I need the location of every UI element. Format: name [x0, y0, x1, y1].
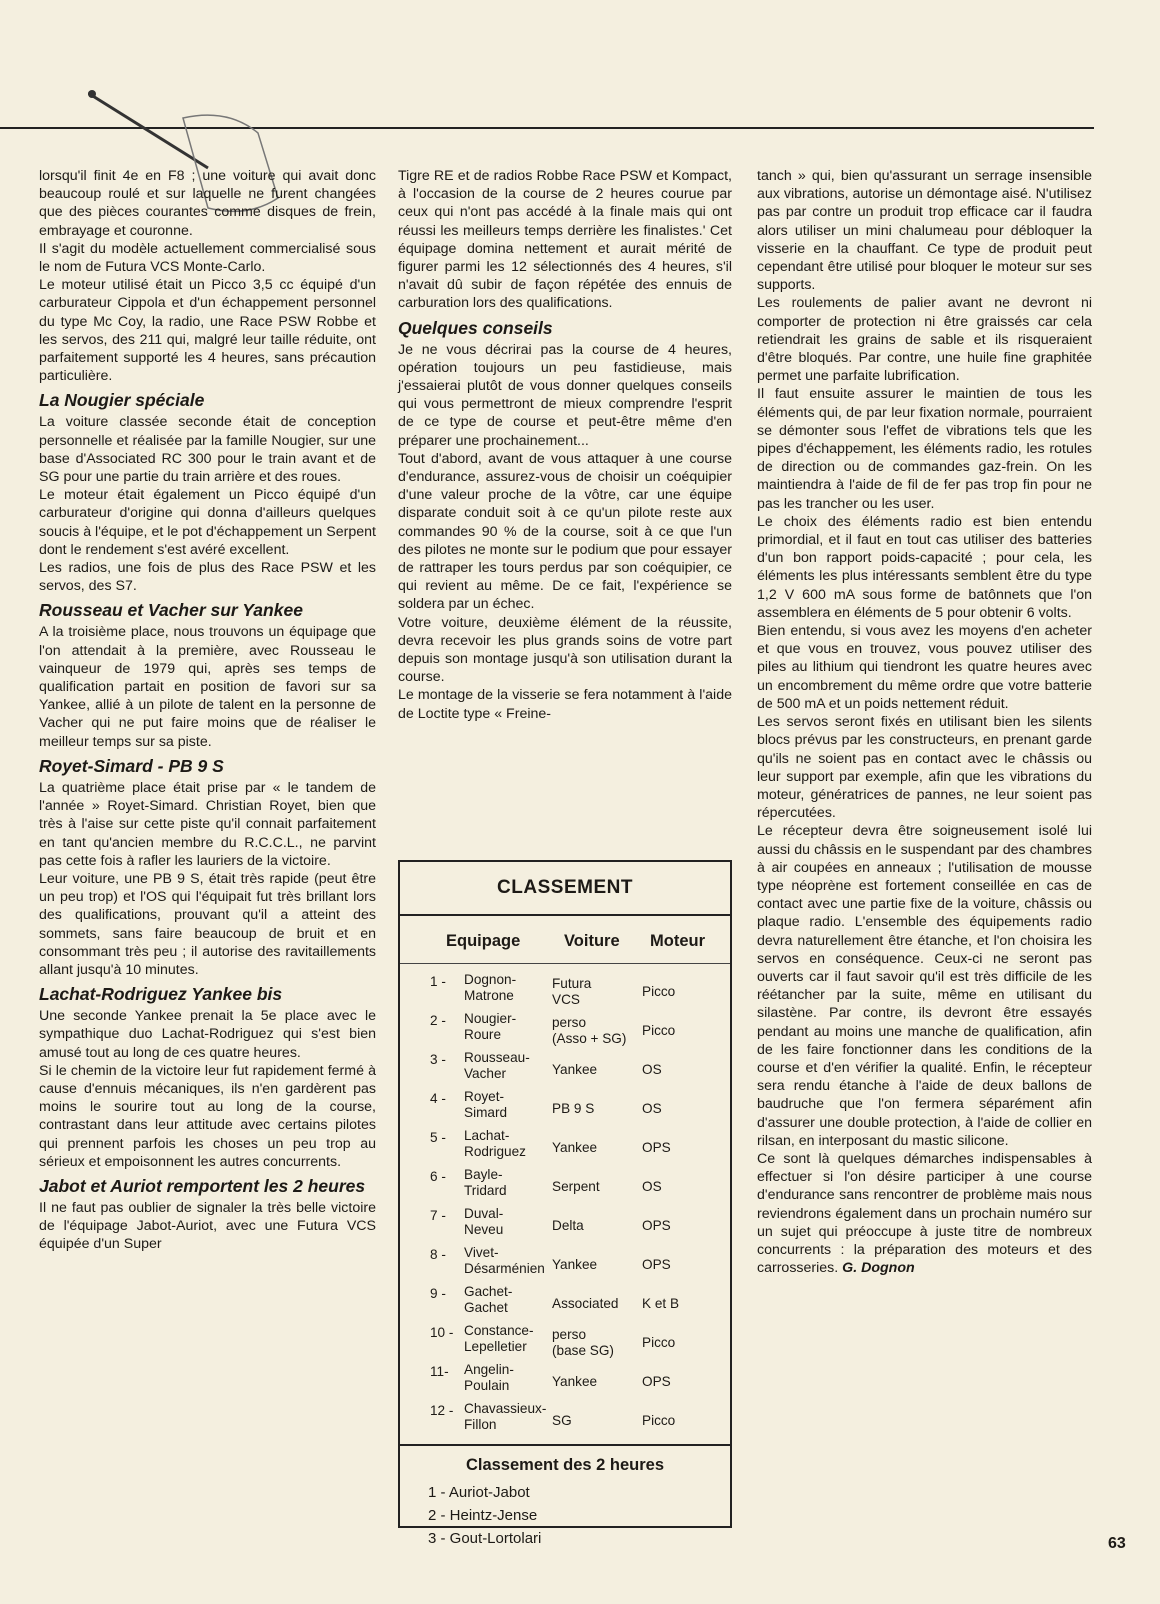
- classement-row: [400, 1401, 730, 1440]
- paragraph: Le moteur utilisé était un Picco 3,5 cc équipé d'un carburateur Cippola et d'un échappement personnel du type Mc Coy, la radio, une Race PSW Robbe et les servos, des 211 qui, malgré leur taille réduite, ont parfaitement supporté les 4 heures, sans précaution particulière.: [39, 277, 376, 385]
- sub-classement-row: 3 - Gout-Lortolari: [428, 1530, 542, 1547]
- classement-engine: OS: [642, 1100, 662, 1116]
- classement-team: Gachet- Gachet: [464, 1284, 513, 1315]
- classement-car: Delta: [552, 1217, 584, 1233]
- paragraph: Une seconde Yankee prenait la 5e place avec le sympathique duo Lachat-Rodriguez qui s'est bien amusé tout au long de ces quatre heures.: [39, 1008, 376, 1061]
- classement-row: [400, 1284, 730, 1323]
- classement-rank: 5 -: [430, 1130, 446, 1145]
- classement-team: Lachat- Rodriguez: [464, 1128, 526, 1159]
- author-signature: G. Dognon: [842, 1260, 915, 1277]
- classement-rank: 2 -: [430, 1013, 446, 1028]
- classement-row: [400, 1089, 730, 1128]
- paragraph: Si le chemin de la victoire leur fut rapidement fermé à cause d'ennuis mécaniques, ils n'en gardèrent pas moins le sourire tout au long de la course, contrastant dans leur attitude avec certains pilotes qui prennent parfois les choses un peu trop au sérieux et empoisonnent les autres concurrents.: [39, 1062, 376, 1170]
- paragraph: Votre voiture, deuxième élément de la réussite, devra recevoir les plus grands soins de votre part depuis son montage jusqu'à son utilisation durant la course.: [398, 614, 732, 686]
- section-heading: Quelques conseils: [398, 317, 553, 338]
- classement-car: Yankee: [552, 1256, 598, 1272]
- classement-rank: 9 -: [430, 1286, 446, 1301]
- paragraph: Le récepteur devra être soigneusement isolé lui aussi du châssis en le suspendant par des chambres à air coupées en anneaux ; l'utilisation de mousse type néoprène est fortement conseillée en cas de contact avec une partie fixe de la voiture, châssis ou plaque radio. L'ensemble des équipements radio devra naturellement être étanche, et l'on choisira les servos en conséquence. Ceux-ci ne seront pas ouverts car il faut savoir qu'il est très difficile de les réétancher par la suite, même en utilisant du silastène. Par contre, ils devront être essayés pendant au moins une manche de qualification, afin de les faire fonctionner dans les conditions de la course et d'en vérifier la qualité. Enfin, le récepteur sera rendu étanche à l'aide de deux ballons de baudruche que l'on fermera séparément afin d'assurer une double protection, à l'aide de collier en rilsan, en interposant du mastic silicone.: [757, 823, 1092, 1149]
- classement-team: Nougier- Roure: [464, 1011, 517, 1042]
- paragraph: Les roulements de palier avant ne devront ni comporter de protection ni être graissés car cela retiendrait les grains de sable et ils risqueraient d'être bloqués. Par contre, une huile fine graphitée permet une parfaite lubrification.: [757, 295, 1092, 385]
- sub-classement-list: [400, 1481, 730, 1550]
- classement-car: perso (Asso + SG): [552, 1014, 627, 1046]
- classement-title: CLASSEMENT: [400, 862, 730, 916]
- sub-classement-title: Classement des 2 heures: [400, 1444, 730, 1481]
- paragraph: La voiture classée seconde était de conception personnelle et réalisée par la famille Nougier, sur une base d'Associated RC 300 pour le train avant et de SG pour une partie du train arrière et des roues.: [39, 414, 376, 486]
- classement-car: Serpent: [552, 1178, 600, 1194]
- classement-rank: 7 -: [430, 1208, 446, 1223]
- sub-classement-row: 1 - Auriot-Jabot: [428, 1484, 530, 1501]
- section-heading: La Nougier spéciale: [39, 390, 205, 411]
- classement-engine: OPS: [642, 1373, 671, 1389]
- classement-team: Vivet- Désarménien: [464, 1245, 545, 1276]
- classement-team: Bayle- Tridard: [464, 1167, 507, 1198]
- classement-rank: 12 -: [430, 1403, 454, 1418]
- classement-engine: OPS: [642, 1256, 671, 1272]
- classement-row: [400, 1128, 730, 1167]
- classement-row: [400, 1245, 730, 1284]
- classement-team: Rousseau- Vacher: [464, 1050, 530, 1081]
- classement-row: [400, 1050, 730, 1089]
- classement-engine: OS: [642, 1178, 662, 1194]
- column-3: [757, 167, 1092, 1277]
- classement-row: [400, 972, 730, 1011]
- classement-car: Yankee: [552, 1061, 598, 1077]
- column-2: [398, 167, 732, 723]
- classement-rank: 8 -: [430, 1247, 446, 1262]
- classement-row: [400, 1167, 730, 1206]
- paragraph: [757, 1150, 1092, 1277]
- classement-car: SG: [552, 1412, 572, 1428]
- classement-engine: Picco: [642, 1412, 676, 1428]
- classement-engine: OS: [642, 1061, 662, 1077]
- paragraph: Les radios, une fois de plus des Race PSW et les servos, des S7.: [39, 560, 376, 595]
- classement-team: Constance- Lepelletier: [464, 1323, 534, 1354]
- classement-rank: 1 -: [430, 974, 446, 989]
- section-heading: Jabot et Auriot remportent les 2 heures: [39, 1175, 366, 1196]
- classement-team: Dognon- Matrone: [464, 972, 517, 1003]
- classement-rank: 10 -: [430, 1325, 454, 1340]
- classement-rank: 6 -: [430, 1169, 446, 1184]
- paragraph: Il faut ensuite assurer le maintien de tous les éléments qui, de par leur fixation normale, pourraient se démonter sous l'effet de vibrations tels que les pipes d'échappement, les éléments radio, les rotules de direction ou de commandes gaz-frein. On les maintiendra à l'aide de fil de fer pas trop fin pour ne pas les trancher ou les user.: [757, 386, 1092, 512]
- header-voiture: Voiture: [564, 932, 620, 950]
- classement-car: Futura VCS: [552, 975, 592, 1007]
- classement-box: [398, 860, 732, 1547]
- classement-rows: [400, 964, 730, 1440]
- classement-row: [400, 1206, 730, 1245]
- header-equipage: Equipage: [446, 932, 521, 950]
- classement-engine: Picco: [642, 1334, 676, 1350]
- classement-rank: 4 -: [430, 1091, 446, 1106]
- classement-car: PB 9 S: [552, 1100, 595, 1116]
- classement-engine: K et B: [642, 1295, 680, 1311]
- column-1: [39, 167, 376, 1254]
- classement-rank: 3 -: [430, 1052, 446, 1067]
- classement-car: Associated: [552, 1295, 619, 1311]
- classement-engine: Picco: [642, 983, 676, 999]
- classement-team: Royet- Simard: [464, 1089, 508, 1120]
- paragraph: Bien entendu, si vous avez les moyens d'en acheter et que vous en trouvez, vous pouvez utiliser des piles au lithium qui tiendront les quatre heures avec un encombrement du même ordre que votre batterie de 500 mA et un poids nettement réduit.: [757, 623, 1092, 712]
- classement-header: [400, 916, 730, 964]
- paragraph: Le choix des éléments radio est bien entendu primordial, et il faut en tout cas utiliser des batteries d'un bon rapport poids-capacité ; pour cela, les éléments les plus intéressants semblent être du type 1,2 V 600 mA sous forme de batônnets que l'on assemblera en éléments de 5 pour obtenir 6 volts.: [757, 513, 1092, 621]
- section-heading: Rousseau et Vacher sur Yankee: [39, 600, 303, 621]
- paragraph: Le montage de la visserie se fera notamment à l'aide de Loctite type « Freine-: [398, 687, 732, 722]
- sub-classement-row: 2 - Heintz-Jense: [428, 1507, 538, 1524]
- classement-car: Yankee: [552, 1139, 598, 1155]
- paragraph: Tigre RE et de radios Robbe Race PSW et Kompact, à l'occasion de la course de 2 heures courue par ceux qui n'ont pas accédé à la finale mais qui ont réussi les meilleurs temps derrière les finalistes.' Cet équipage domina nettement et aurait mérité de figurer parmi les 12 sélectionnés des 4 heures, s'il n'avait dû subir de façon répétée des ennuis de carburation lors des qualifications.: [398, 168, 732, 312]
- paragraph: tanch » qui, bien qu'assurant un serrage insensible aux vibrations, autorise un démontage aisé. N'utilisez pas par contre un produit trop efficace car il faudra alors utiliser un mini chalumeau pour débloquer la visserie en la chauffant. Ce type de produit peut cependant être utilisé pour bloquer le moteur sur ses supports.: [757, 168, 1092, 294]
- classement-engine: Picco: [642, 1022, 676, 1038]
- paragraph: Il ne faut pas oublier de signaler la très belle victoire de l'équipage Jabot-Auriot, avec une Futura VCS équipée d'un Super: [39, 1199, 376, 1253]
- classement-row: [400, 1362, 730, 1401]
- paragraph: Leur voiture, une PB 9 S, était très rapide (peut être un peu trop) et l'OS qui l'équipait fut très brillant lors des qualifications, prouvant qu'il a atteint des sommets, sans faire beaucoup de bruit et en consommant très peu ; il autorise des ravitaillements allant jusqu'à 10 minutes.: [39, 870, 376, 978]
- paragraph: Le moteur était également un Picco équipé d'un carburateur d'origine qui donna d'ailleurs quelques soucis à l'équipe, et le pot d'échappement un Serpent dont le rendement s'est avéré excellent.: [39, 487, 376, 558]
- header-moteur: Moteur: [650, 932, 705, 950]
- classement-engine: OPS: [642, 1139, 671, 1155]
- classement-row: [400, 1011, 730, 1050]
- page-number: 63: [1108, 1535, 1126, 1552]
- classement-team: Duval- Neveu: [464, 1206, 504, 1237]
- paragraph-text: Ce sont là quelques démarches indispensables à effectuer si l'on désire participer à une course d'endurance sans rencontrer de problème mais nous reviendrons également dans un prochain numéro sur un sujet qui préoccupe à juste titre de nombreux concurrents : la préparation des moteurs et des carrosseries.: [757, 1150, 1092, 1277]
- classement-rank: 11-: [430, 1364, 449, 1379]
- section-heading: Royet-Simard - PB 9 S: [39, 755, 224, 776]
- classement-team: Chavassieux- Fillon: [464, 1401, 547, 1432]
- paragraph: Je ne vous décrirai pas la course de 4 heures, opération toujours un peu fastidieuse, mais j'essaierai plutôt de vous donner quelques conseils qui vous permettront de mieux comprendre l'esprit de ce type de course et peut-être même d'en préparer une prochainement...: [398, 341, 732, 449]
- classement-team: Angelin- Poulain: [464, 1362, 514, 1393]
- classement-row: [400, 1323, 730, 1362]
- classement-car: Yankee: [552, 1373, 598, 1389]
- paragraph: lorsqu'il finit 4e en F8 ; une voiture qui avait donc beaucoup roulé et sur laquelle ne furent changées que des pièces courantes comme disques de frein, embrayage et couronne.: [39, 168, 376, 239]
- paragraph: Tout d'abord, avant de vous attaquer à une course d'endurance, assurez-vous de choisir un coéquipier d'une valeur proche de la vôtre, car une équipe disparate conduit soit à ce qu'un pilote reste aux commandes 90 % de la course, soit à ce que l'un des pilotes ne monte sur le podium que pour essayer de rattraper les tours perdus par son coéquipier, ce qui revient au même. De ce fait, l'expérience se soldera par un échec.: [398, 450, 732, 613]
- paragraph: Il s'agit du modèle actuellement commercialisé sous le nom de Futura VCS Monte-Carlo.: [39, 240, 376, 276]
- section-heading: Lachat-Rodriguez Yankee bis: [39, 984, 283, 1005]
- paragraph: Les servos seront fixés en utilisant bien les silents blocs prévus par les constructeurs, en prenant garde qu'ils ne soient pas en contact avec le châssis ou leur support par exemple, afin que les vibrations du moteur, génératrices de pannes, ne leur soient pas répercutées.: [757, 714, 1092, 822]
- paragraph: A la troisième place, nous trouvons un équipage que l'on attendait à la première, avec Rousseau le vainqueur de 1979 qui, après ses temps de qualification partait en position de favori sur sa Yankee, allié à un pilote de talent en la personne de Vacher qui ne put faire moins que de réaliser le meilleur temps sur sa piste.: [39, 624, 376, 750]
- classement-car: perso (base SG): [552, 1326, 614, 1358]
- classement-engine: OPS: [642, 1217, 671, 1233]
- paragraph: La quatrième place était prise par « le tandem de l'année » Royet-Simard. Christian Royet, bien que très à l'aise sur cette piste qu'il connait parfaitement en tant qu'ancien membre du R.C.C.L., ne parvint pas cette fois à rafler les lauriers de la victoire.: [39, 779, 376, 869]
